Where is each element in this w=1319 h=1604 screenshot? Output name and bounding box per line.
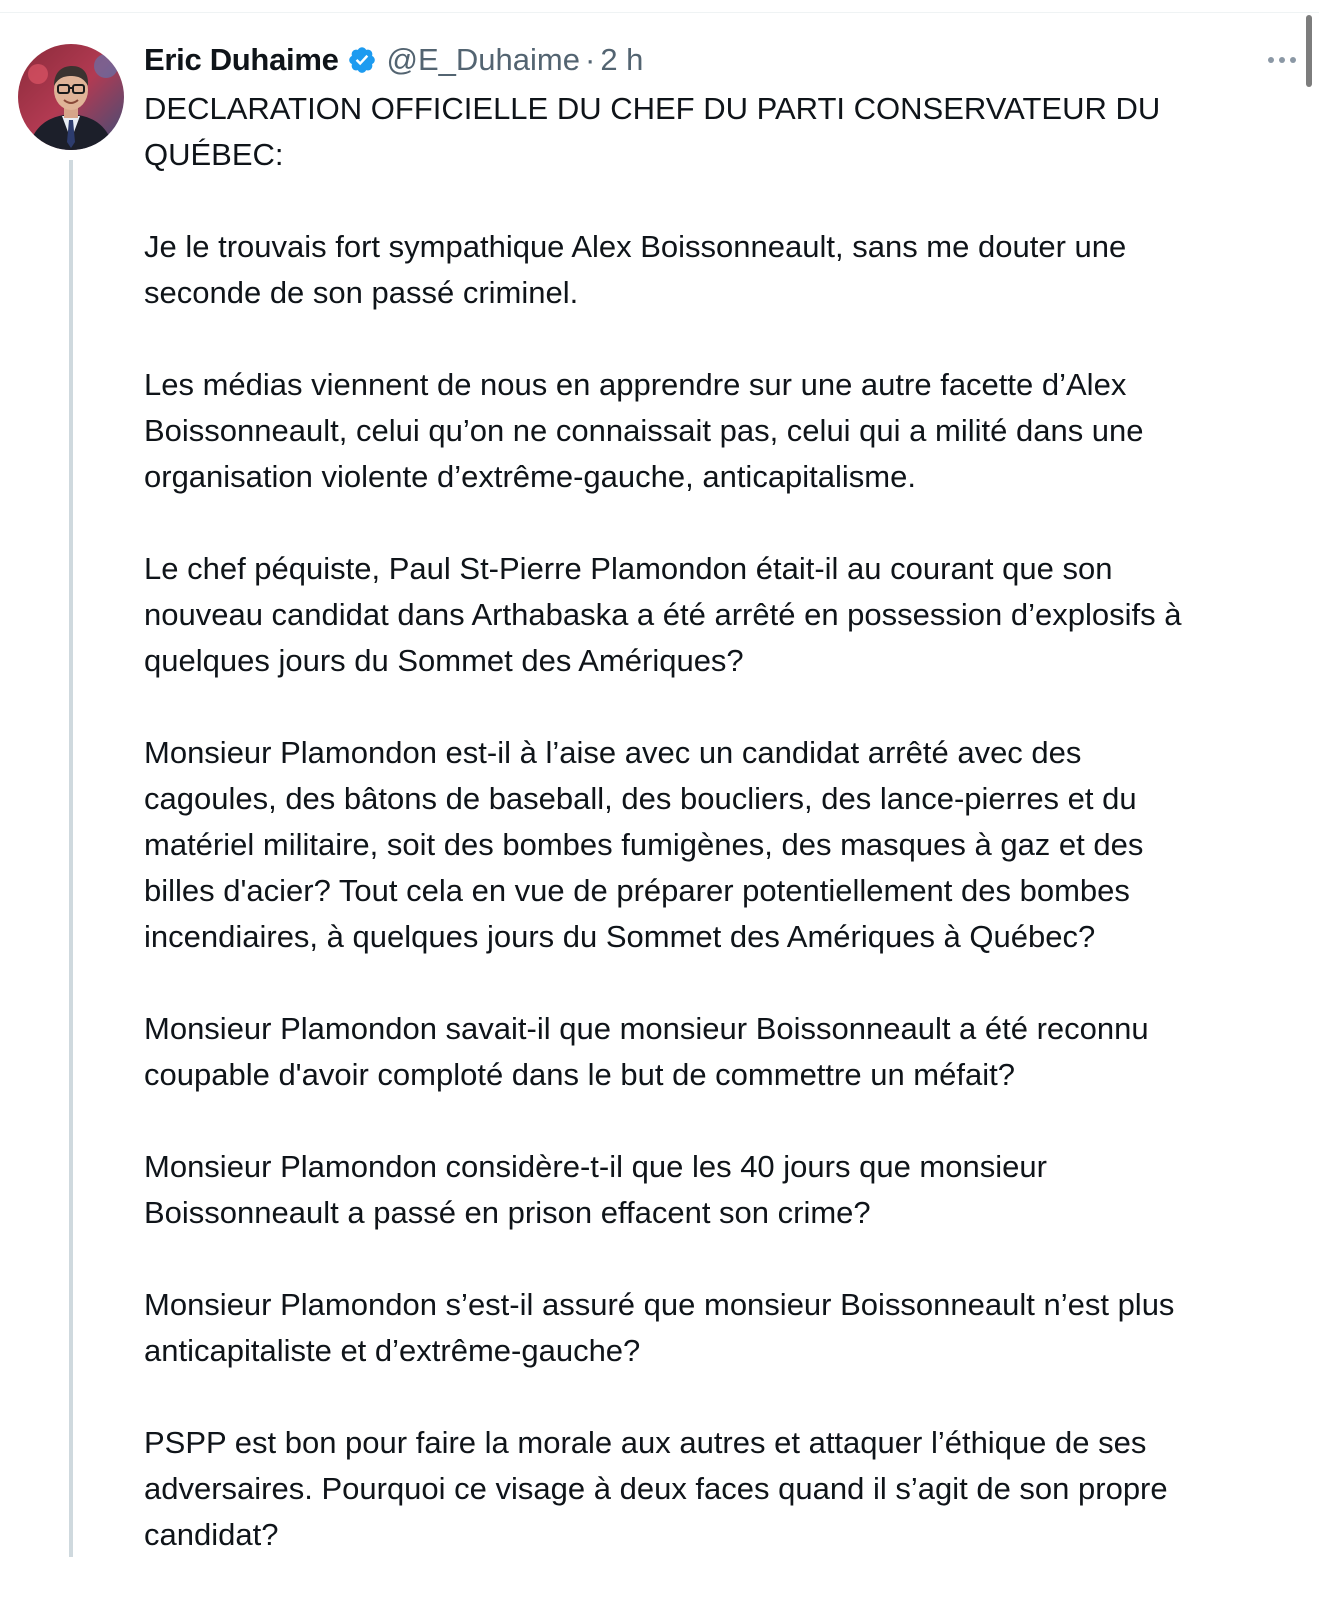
verified-badge-icon xyxy=(347,45,377,75)
tweet-paragraph: Monsieur Plamondon est-il à l’aise avec un candidat arrêté avec des cagoules, des bâtons de baseball, des boucliers, des lance-pierres et du matériel militaire, soit des bombes fumigènes, des masques à gaz et des billes d'acier? Tout cela en vue de préparer potentiellement des bombes incendiaires, à quelques jours du Sommet des Amériques à Québec? xyxy=(144,735,1144,954)
tweet-paragraph: PSPP est bon pour faire la morale aux autres et attaquer l’éthique de ses adversaires. Pourquoi ce visage à deux faces quand il s’agit de son propre candidat? xyxy=(144,1425,1168,1552)
tweet-paragraph: Je le trouvais fort sympathique Alex Boissonneault, sans me douter une seconde de son passé criminel. xyxy=(144,229,1127,310)
author-avatar[interactable] xyxy=(18,44,124,150)
top-divider xyxy=(0,12,1319,13)
more-dot xyxy=(1290,57,1296,63)
tweet-paragraph: Monsieur Plamondon s’est-il assuré que monsieur Boissonneault n’est plus anticapitaliste et d’extrême-gauche? xyxy=(144,1287,1175,1368)
tweet-text xyxy=(144,86,1304,1604)
tweet-paragraph: Le chef péquiste, Paul St-Pierre Plamondon était-il au courant que son nouveau candidat dans Arthabaska a été arrêté en possession d’explosifs à quelques jours du Sommet des Amériques? xyxy=(144,551,1182,678)
tweet-timestamp[interactable]: 2 h xyxy=(600,42,644,77)
author-handle[interactable]: @E_Duhaime xyxy=(386,42,580,77)
tweet-paragraph: Monsieur Plamondon considère-t-il que les 40 jours que monsieur Boissonneault a passé en prison effacent son crime? xyxy=(144,1149,1047,1230)
more-options-icon[interactable] xyxy=(1262,48,1302,72)
tweet-paragraph: Les médias viennent de nous en apprendre sur une autre facette d’Alex Boissonneault, celui qu’on ne connaissait pas, celui qui a milité dans une organisation violente d’extrême-gauche, anticapitalisme. xyxy=(144,367,1144,494)
thread-line xyxy=(69,160,73,1557)
more-dot xyxy=(1268,57,1274,63)
more-dot xyxy=(1279,57,1285,63)
tweet-paragraph: Monsieur Plamondon savait-il que monsieur Boissonneault a été reconnu coupable d'avoir comploté dans le but de commettre un méfait? xyxy=(144,1011,1149,1092)
tweet-header xyxy=(144,38,643,82)
scrollbar-thumb[interactable] xyxy=(1306,15,1312,87)
tweet-paragraph: DECLARATION OFFICIELLE DU CHEF DU PARTI CONSERVATEUR DU QUÉBEC: xyxy=(144,91,1161,172)
author-name[interactable]: Eric Duhaime xyxy=(144,42,339,77)
header-separator: · xyxy=(584,42,596,77)
